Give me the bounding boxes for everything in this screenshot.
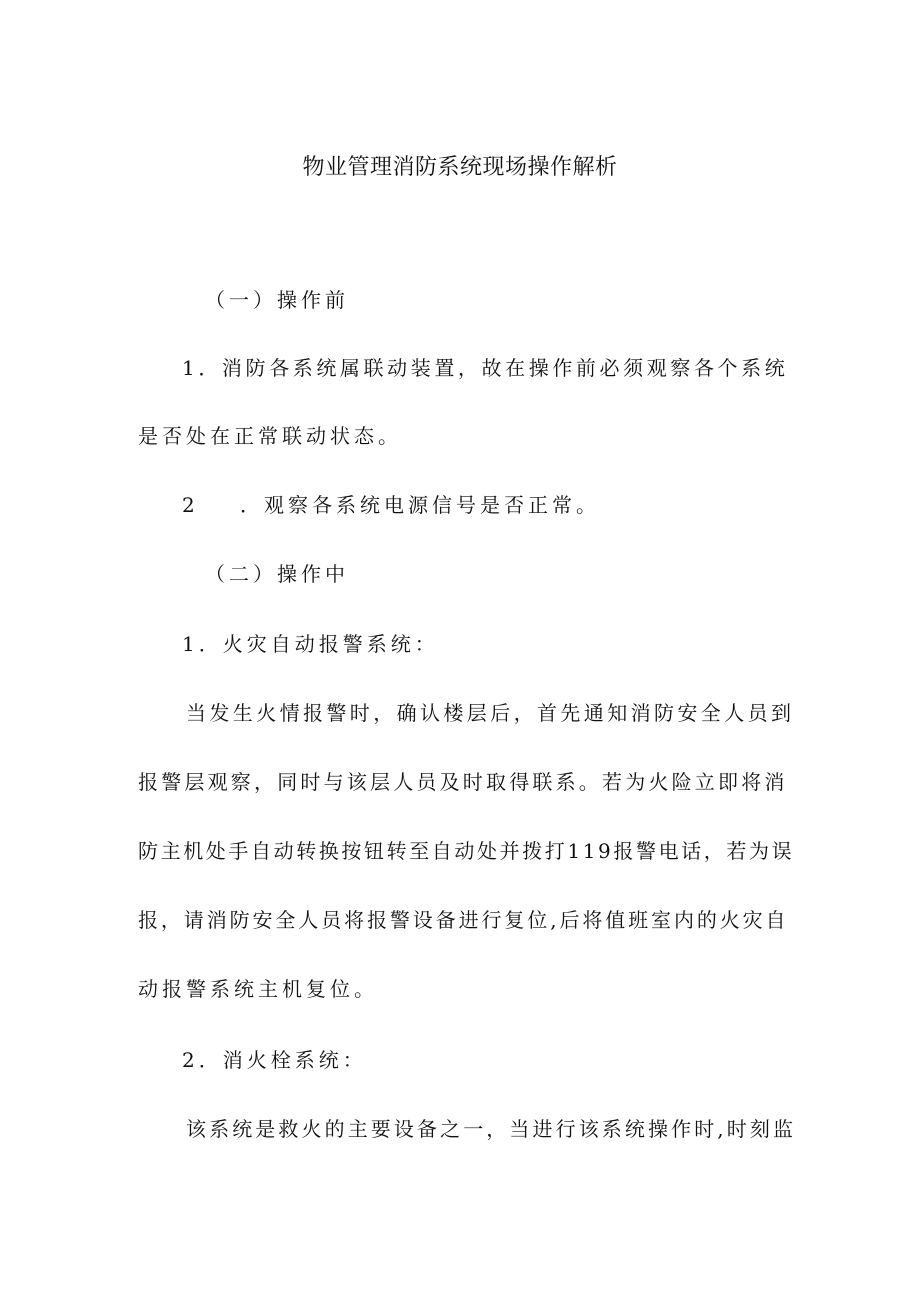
paragraph-line: 是否处在正常联动状态。 — [138, 424, 402, 448]
document-title: 物业管理消防系统现场操作解析 — [302, 155, 618, 180]
paragraph-line: ．观察各系统电源信号是否正常。 — [240, 493, 600, 517]
section-heading-during: （二）操作中 — [205, 562, 349, 586]
subsection-heading: 2．消火栓系统： — [182, 1048, 367, 1072]
paragraph-line: 动报警系统主机复位。 — [138, 977, 378, 1001]
paragraph-line: 报警层观察，同时与该层人员及时取得联系。若为火险立即将消 — [138, 770, 788, 794]
paragraph-line: 该系统是救火的主要设备之一，当进行该系统操作时,时刻监 — [186, 1117, 797, 1141]
subsection-heading: 1．火灾自动报警系统： — [182, 632, 439, 656]
paragraph-line: 当发生火情报警时，确认楼层后，首先通知消防安全人员到 — [186, 701, 795, 725]
paragraph-line: 防主机处手自动转换按钮转至自动处并拨打119报警电话，若为误 — [138, 839, 795, 863]
section-heading-before: （一）操作前 — [205, 288, 349, 312]
list-number: 2 — [182, 493, 199, 517]
paragraph-line: 1．消防各系统属联动装置，故在操作前必须观察各个系统 — [182, 356, 789, 380]
paragraph-line: 报，请消防安全人员将报警设备进行复位,后将值班室内的火灾自 — [138, 908, 789, 932]
